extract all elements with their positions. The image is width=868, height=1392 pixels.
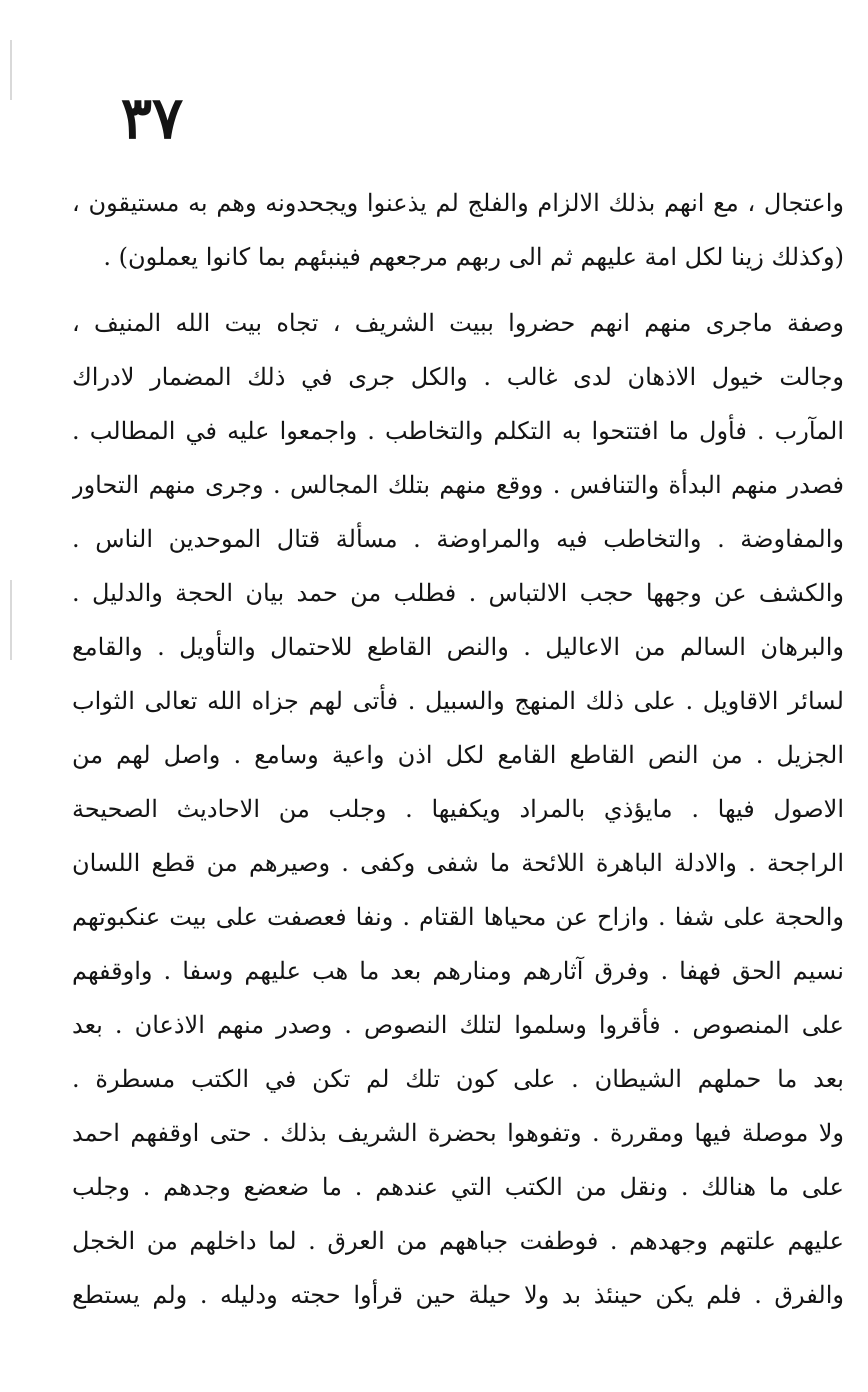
text-line: الجزيل . من النص القاطع القامع لكل اذن واعية وسامع . واصل لهم من	[72, 741, 844, 769]
text-line: فصدر منهم البدأة والتنافس . ووقع منهم بتلك المجالس . وجرى منهم التحاور	[72, 471, 844, 499]
text-line: عليهم علتهم وجهدهم . فوطفت جباههم من العرق . لما داخلهم من الخجل	[72, 1227, 844, 1255]
text-line: على المنصوص . فأقروا وسلموا لتلك النصوص . وصدر منهم الاذعان . بعد	[72, 1011, 844, 1039]
text-line: والبرهان السالم من الاعاليل . والنص القاطع للاحتمال والتأويل . والقامع	[72, 633, 844, 661]
opening-paragraph	[72, 176, 844, 284]
main-paragraph	[72, 296, 844, 1322]
text-line: لسائر الاقاويل . على ذلك المنهج والسبيل . فأتى لهم جزاه الله تعالى الثواب	[72, 687, 844, 715]
text-line: الراجحة . والادلة الباهرة اللائحة ما شفى وكفى . وصيرهم من قطع اللسان	[72, 849, 844, 877]
page-number: ٣٧	[120, 84, 184, 152]
text-line: بعد ما حملهم الشيطان . على كون تلك لم تكن في الكتب مسطرة .	[72, 1065, 844, 1093]
text-line: وجالت خيول الاذهان لدى غالب . والكل جرى في ذلك المضمار لادراك	[72, 363, 844, 391]
scan-edge-mark	[10, 580, 12, 660]
text-line: ولا موصلة فيها ومقررة . وتفوهوا بحضرة الشريف بذلك . حتى اوقفهم احمد	[72, 1119, 844, 1147]
scan-edge-mark	[10, 40, 12, 100]
text-line: والفرق . فلم يكن حينئذ بد ولا حيلة حين قرأوا حجته ودليله . ولم يستطع	[72, 1281, 844, 1309]
text-line: والمفاوضة . والتخاطب فيه والمراوضة . مسألة قتال الموحدين الناس .	[72, 525, 844, 553]
text-line: وصفة ماجرى منهم انهم حضروا ببيت الشريف ، تجاه بيت الله المنيف ،	[72, 309, 844, 337]
text-line: الاصول فيها . مايؤذي بالمراد ويكفيها . وجلب من الاحاديث الصحيحة	[72, 795, 844, 823]
text-line: (وكذلك زينا لكل امة عليهم ثم الى ربهم مرجعهم فينبئهم بما كانوا يعملون) .	[103, 243, 844, 271]
text-line: واعتجال ، مع انهم بذلك الالزام والفلج لم يذعنوا ويجحدونه وهم به مستيقون ،	[72, 189, 844, 217]
text-line: على ما هنالك . ونقل من الكتب التي عندهم . ما ضعضع وجدهم . وجلب	[72, 1173, 844, 1201]
text-line: نسيم الحق فهفا . وفرق آثارهم ومنارهم بعد ما هب عليهم وسفا . واوقفهم	[72, 957, 844, 985]
text-line: المآرب . فأول ما افتتحوا به التكلم والتخاطب . واجمعوا عليه في المطالب .	[72, 417, 844, 445]
text-line: والحجة على شفا . وازاح عن محياها القتام . ونفا فعصفت على بيت عنكبوتهم	[72, 903, 844, 931]
text-line: والكشف عن وجهها حجب الالتباس . فطلب من حمد بيان الحجة والدليل .	[72, 579, 844, 607]
